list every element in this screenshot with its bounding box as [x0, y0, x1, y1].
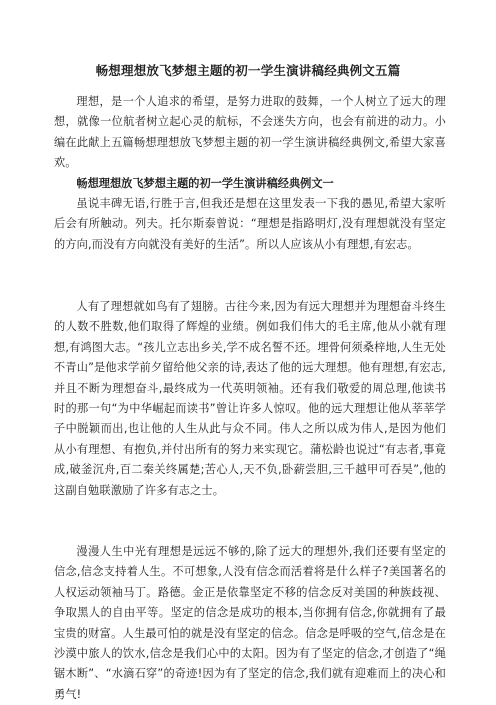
intro-paragraph: 理想，是一个人追求的希望，是努力进取的鼓舞，一个人树立了远大的理想，就像一位航者树立起心灵的航标，不会迷失方向，也会有前进的动力。小编在此献上五篇畅想理想放飞梦想主题的初一学生演讲稿经典例文,希望大家喜欢。: [54, 95, 446, 170]
body-paragraph-1: 虽说丰碑无语,行胜于言,但我还是想在这里发表一下我的愚见,希望大家听后会有所触动。列夫。托尔斯泰曾说：“理想是指路明灯,没有理想就没有坚定的方向,而没有方向就没有美好的生活”。所以人应该从小有理想,有宏志。: [54, 197, 446, 251]
body-paragraph-3: 漫漫人生中光有理想是远远不够的,除了远大的理想外,我们还要有坚定的信念,信念支持着人生。不可想象,人没有信念而活着将是什么样子?美国著名的人权运动领袖马丁。路德。金正是依靠坚定不移的信念反对美国的种族歧视、争取黑人的自由平等。坚定的信念是成功的根本,当你拥有信念,你就拥有了最宝贵的财富。人生最可怕的就是没有坚定的信念。信念是呼吸的空气,信念是在沙漠中旅人的饮水,信念是我们心中的太阳。因为有了坚定的信念,才创造了“绳锯木断”、“水滴石穿”的奇迹!因为有了坚定的信念,我们就有迎难而上的决心和勇气!: [54, 545, 446, 701]
section-title: 畅想理想放飞梦想主题的初一学生演讲稿经典例文一: [76, 177, 334, 190]
document-title: 畅想理想放飞梦想主题的初一学生演讲稿经典例文五篇: [95, 63, 401, 78]
body-paragraph-2: 人有了理想就如鸟有了翅膀。古往今来,因为有远大理想并为理想奋斗终生的人数不胜数,他们取得了辉煌的业绩。例如我们伟大的毛主席,他从小就有理想,有鸿图大志。“孩儿立志出乡关,学不成名誓不还。埋骨何须桑梓地,人生无处不青山”是他求学前夕留给他父亲的诗,表达了他的远大理想。他有理想,有宏志,并且不断为理想奋斗,最终成为一代英明领袖。还有我们敬爱的周总理,他读书时的那一句“为中华崛起而读书”曾让许多人惊叹。他的远大理想让他从莘莘学子中脱颖而出,也让他的人生从此与众不同。伟人之所以成为伟人,是因为他们从小有理想、有抱负,并付出所有的努力来实现它。蒲松龄也说过“有志者,事竟成,破釜沉舟,百二秦关终属楚;苦心人,天不负,卧薪尝胆,三千越甲可吞吴”,他的这副自勉联激励了许多有志之士。: [54, 300, 446, 497]
